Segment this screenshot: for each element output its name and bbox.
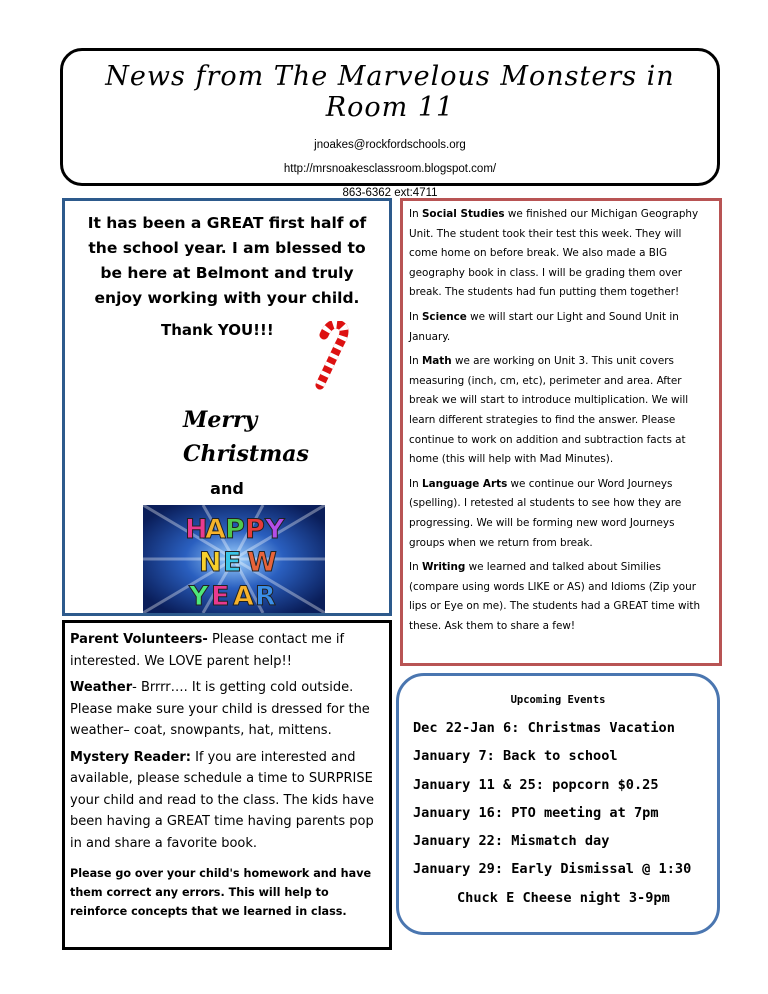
subjects-box [400, 198, 722, 666]
svg-text:E: E [223, 547, 242, 578]
svg-text:P: P [225, 514, 245, 545]
homework-note: Please go over your child's homework and have them correct any errors. This will help to reinforce concepts that we learned in class. [70, 867, 372, 918]
happy-new-year-image [143, 505, 325, 613]
subject-social-studies: In Social Studies we finished our Michigan Geography Unit. The student took their test this week. They will come home on before break. We also made a BIG geography book in class. I will be grading them over break. The students had fun putting them together! [409, 208, 699, 299]
thank-you-text: Thank YOU!!! [161, 321, 274, 339]
greeting-intro: It has been a GREAT first half of the school year. I am blessed to be here at Belmont and truly enjoy working with your child. [87, 214, 367, 307]
candy-cane-icon [310, 321, 360, 391]
svg-text:E: E [211, 581, 230, 612]
and-text: and [210, 479, 244, 498]
class-blog-link[interactable]: http://mrsnoakesclassroom.blogspot.com/ [283, 163, 497, 175]
newsletter-title: News from The Marvelous Monsters in Room 11 [105, 61, 675, 123]
event-item: January 11 & 25: popcorn $0.25 [413, 776, 659, 793]
svg-text:Y: Y [189, 581, 209, 612]
mystery-reader-note: Mystery Reader: If you are interested and available, please schedule a time to SURPRISE your child and read to the class. The kids have been having a GREAT time having parents pop in and share a favorite book. [70, 749, 375, 851]
merry-christmas-text [183, 403, 309, 471]
event-item: January 7: Back to school [413, 748, 618, 765]
event-item: January 22: Mismatch day [413, 833, 610, 850]
christmas-line: Christmas [183, 441, 309, 467]
svg-text:R: R [255, 581, 276, 612]
event-item: January 29: Early Dismissal @ 1:30 [413, 861, 692, 878]
svg-text:H: H [185, 514, 208, 545]
subject-language-arts: In Language Arts we continue our Word Journeys (spelling). I retested al students to see how they are progressing. We will be forming new word Journeys groups when we return from break. [409, 477, 682, 549]
subject-writing: In Writing we learned and talked about Similies (compare using words LIKE or AS) and Idioms (Zip your lips or Eye on me). The students had a GREAT time with these. Ask them to share a few! [409, 561, 701, 632]
svg-text:W: W [247, 547, 277, 578]
event-item: Dec 22-Jan 6: Christmas Vacation [413, 720, 675, 736]
svg-text:A: A [233, 581, 254, 612]
events-list [399, 714, 717, 912]
event-item: Chuck E Cheese night 3-9pm [457, 889, 670, 906]
parent-info-box [62, 620, 392, 950]
phone-number: 863-6362 ext:4711 [342, 187, 438, 199]
parent-volunteers-note: Parent Volunteers- Please contact me if interested. We LOVE parent help!! [70, 632, 345, 669]
subject-math: In Math we are working on Unit 3. This unit covers measuring (inch, cm, etc), perimeter and area. After break we will start to introduce multiplication. We will learn different strategies to find the answer. Please continue to work on addition and subtraction facts at home (this will help with Mad Minutes). [409, 355, 689, 466]
svg-text:P: P [245, 514, 265, 545]
svg-text:N: N [199, 547, 222, 578]
merry-line: Merry [183, 407, 258, 433]
event-item: January 16: PTO meeting at 7pm [413, 804, 659, 821]
weather-note: Weather- Brrrr…. It is getting cold outside. Please make sure your child is dressed for the weather– coat, snowpants, hat, mittens. [70, 680, 370, 738]
svg-text:A: A [205, 514, 226, 545]
subject-science: In Science we will start our Light and Sound Unit in January. [409, 310, 679, 343]
teacher-email[interactable]: jnoakes@rockfordschools.org [314, 139, 466, 151]
greeting-box [62, 198, 392, 616]
upcoming-events-box [396, 673, 720, 935]
events-heading: Upcoming Events [510, 694, 606, 706]
newsletter-header [60, 48, 720, 199]
svg-text:Y: Y [265, 514, 285, 545]
